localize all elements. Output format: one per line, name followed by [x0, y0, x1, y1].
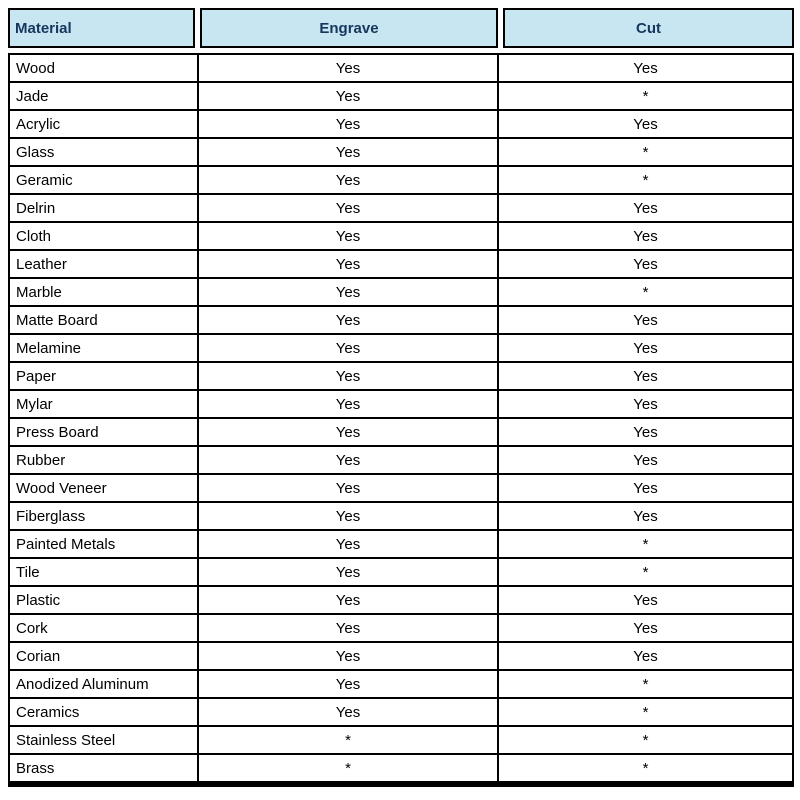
table-row [9, 110, 793, 138]
cell-material: Ceramics [9, 698, 198, 726]
table-row [9, 390, 793, 418]
cell-material: Tile [9, 558, 198, 586]
table-row [9, 250, 793, 278]
cell-material: Cork [9, 614, 198, 642]
table-row [9, 502, 793, 530]
cell-engrave: Yes [198, 502, 498, 530]
materials-table [8, 53, 794, 787]
table-row [9, 698, 793, 726]
cell-engrave: Yes [198, 166, 498, 194]
cell-engrave: Yes [198, 194, 498, 222]
cell-engrave: Yes [198, 334, 498, 362]
cell-cut: * [498, 670, 793, 698]
cell-material: Fiberglass [9, 502, 198, 530]
cell-engrave: Yes [198, 278, 498, 306]
cell-engrave: Yes [198, 110, 498, 138]
cell-material: Plastic [9, 586, 198, 614]
cell-engrave: Yes [198, 530, 498, 558]
cell-cut: * [498, 698, 793, 726]
cell-engrave: Yes [198, 418, 498, 446]
cell-engrave: Yes [198, 474, 498, 502]
cell-engrave: Yes [198, 306, 498, 334]
cell-cut: * [498, 278, 793, 306]
cell-cut: Yes [498, 418, 793, 446]
column-header-cut: Cut [503, 8, 794, 48]
cell-cut: * [498, 726, 793, 754]
cell-material: Mylar [9, 390, 198, 418]
cell-material: Marble [9, 278, 198, 306]
cell-cut: Yes [498, 362, 793, 390]
cell-material: Stainless Steel [9, 726, 198, 754]
cell-cut: Yes [498, 250, 793, 278]
cell-cut: Yes [498, 586, 793, 614]
table-header-row [8, 8, 794, 48]
cell-cut: Yes [498, 474, 793, 502]
cell-engrave: Yes [198, 558, 498, 586]
cell-cut: Yes [498, 642, 793, 670]
cell-material: Press Board [9, 418, 198, 446]
cell-material: Brass [9, 754, 198, 784]
cell-material: Cloth [9, 222, 198, 250]
table-row [9, 614, 793, 642]
cell-material: Paper [9, 362, 198, 390]
cell-engrave: Yes [198, 54, 498, 82]
cell-engrave: Yes [198, 642, 498, 670]
table-row [9, 418, 793, 446]
table-row [9, 362, 793, 390]
cell-cut: Yes [498, 306, 793, 334]
cell-cut: Yes [498, 194, 793, 222]
cell-engrave: * [198, 754, 498, 784]
cell-material: Leather [9, 250, 198, 278]
cell-cut: Yes [498, 446, 793, 474]
table-body [9, 54, 793, 784]
table-row [9, 138, 793, 166]
cell-material: Wood Veneer [9, 474, 198, 502]
cell-material: Glass [9, 138, 198, 166]
table-row [9, 306, 793, 334]
table-row [9, 558, 793, 586]
table-row [9, 530, 793, 558]
cell-engrave: Yes [198, 698, 498, 726]
cell-material: Painted Metals [9, 530, 198, 558]
cell-material: Matte Board [9, 306, 198, 334]
cell-cut: * [498, 138, 793, 166]
cell-engrave: Yes [198, 362, 498, 390]
cell-cut: * [498, 558, 793, 586]
table-row [9, 222, 793, 250]
cell-engrave: Yes [198, 222, 498, 250]
cell-material: Melamine [9, 334, 198, 362]
cell-cut: Yes [498, 502, 793, 530]
cell-cut: Yes [498, 334, 793, 362]
cell-material: Jade [9, 82, 198, 110]
cell-material: Acrylic [9, 110, 198, 138]
table-row [9, 278, 793, 306]
table-row [9, 642, 793, 670]
cell-cut: Yes [498, 110, 793, 138]
table-row [9, 446, 793, 474]
table-row [9, 586, 793, 614]
cell-material: Delrin [9, 194, 198, 222]
table-row [9, 54, 793, 82]
cell-engrave: Yes [198, 138, 498, 166]
cell-material: Geramic [9, 166, 198, 194]
cell-engrave: Yes [198, 586, 498, 614]
cell-engrave: Yes [198, 670, 498, 698]
cell-material: Wood [9, 54, 198, 82]
cell-cut: * [498, 82, 793, 110]
cell-material: Rubber [9, 446, 198, 474]
table-row [9, 166, 793, 194]
cell-cut: Yes [498, 54, 793, 82]
cell-engrave: Yes [198, 614, 498, 642]
cell-material: Corian [9, 642, 198, 670]
cell-engrave: Yes [198, 390, 498, 418]
cell-engrave: Yes [198, 446, 498, 474]
table-row [9, 754, 793, 784]
table-row [9, 194, 793, 222]
cell-cut: * [498, 754, 793, 784]
table-row [9, 726, 793, 754]
table-row [9, 82, 793, 110]
cell-cut: Yes [498, 614, 793, 642]
cell-cut: Yes [498, 390, 793, 418]
cell-cut: * [498, 530, 793, 558]
cell-engrave: Yes [198, 82, 498, 110]
cell-material: Anodized Aluminum [9, 670, 198, 698]
cell-engrave: Yes [198, 250, 498, 278]
column-header-material: Material [8, 8, 195, 48]
table-row [9, 670, 793, 698]
cell-cut: * [498, 166, 793, 194]
column-header-engrave: Engrave [200, 8, 498, 48]
table-row [9, 474, 793, 502]
table-row [9, 334, 793, 362]
cell-engrave: * [198, 726, 498, 754]
cell-cut: Yes [498, 222, 793, 250]
